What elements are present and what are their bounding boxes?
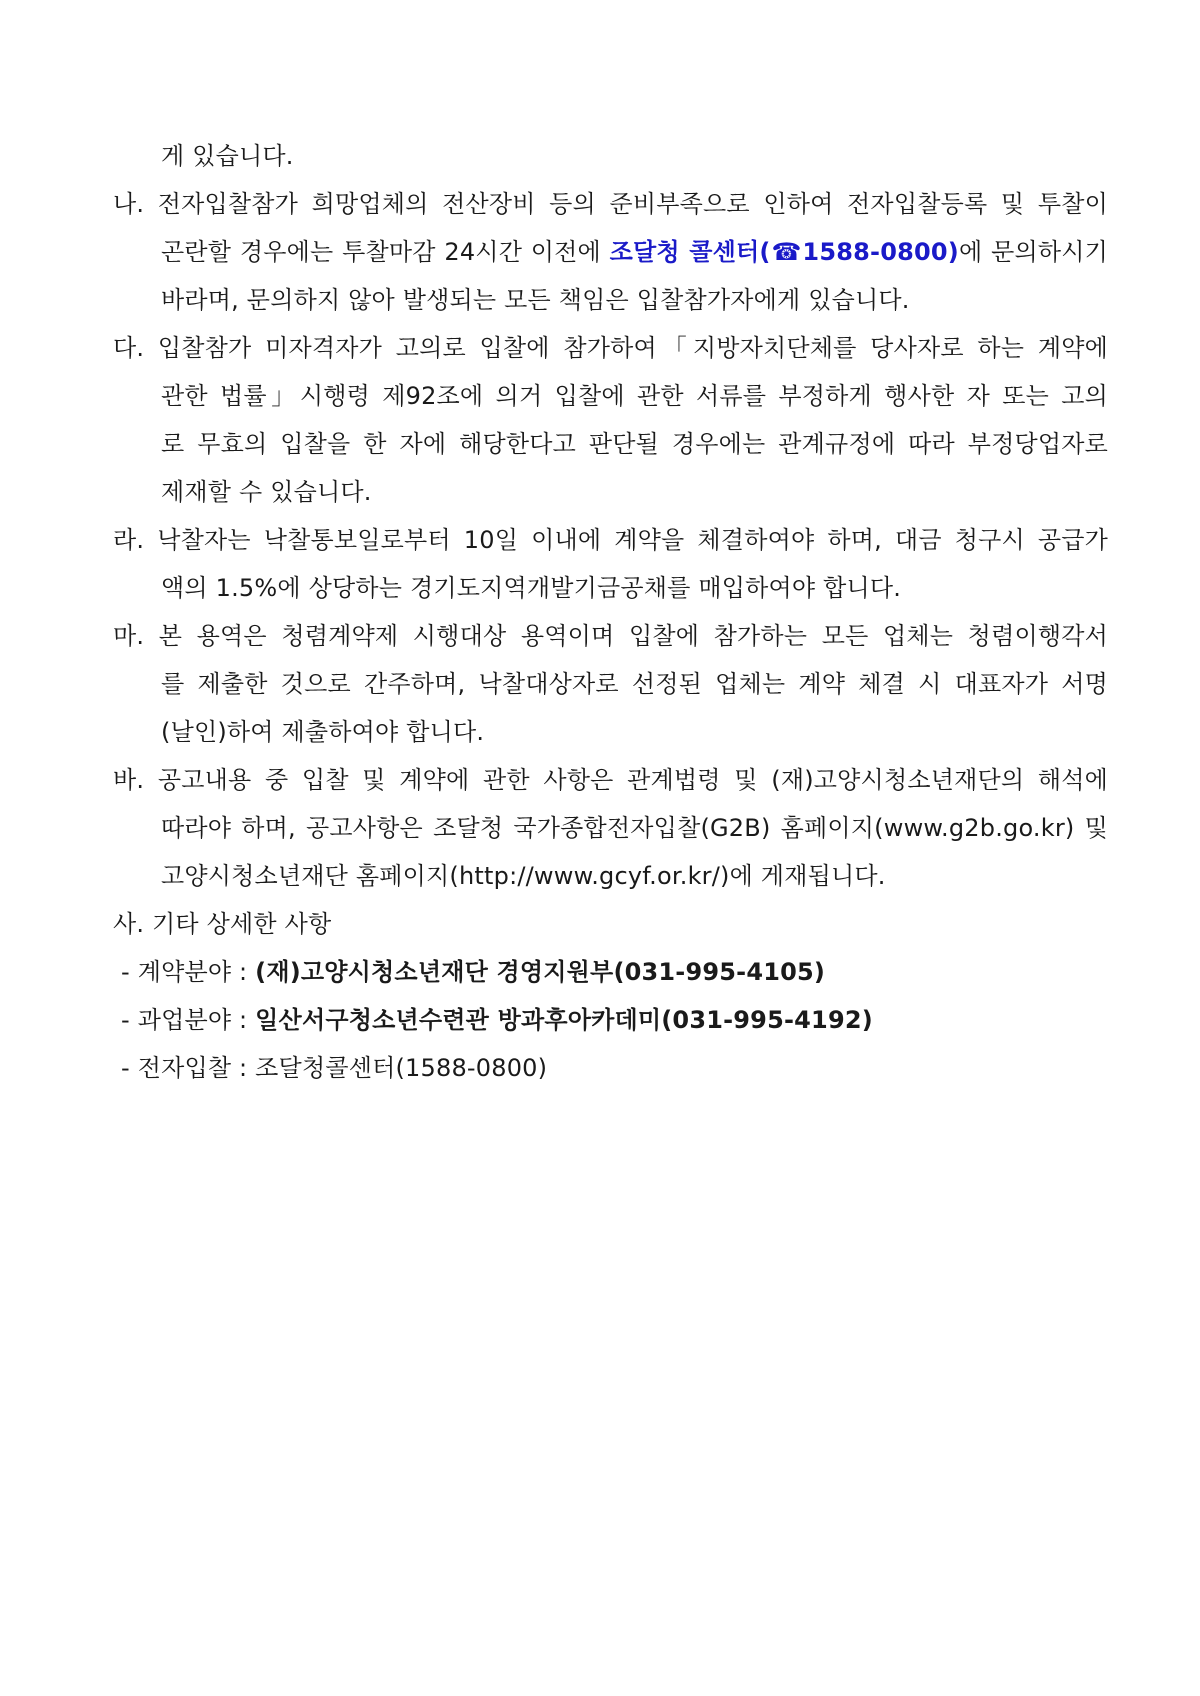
item-ma-line-2: 를 제출한 것으로 간주하며, 낙찰대상자로 선정된 업체는 계약 체결 시 대표자가 서명 bbox=[161, 670, 1108, 698]
contact-contract-value: (재)고양시청소년재단 경영지원부(031-995-4105) bbox=[255, 958, 826, 986]
item-na-line-2-post: 에 문의하시기 bbox=[958, 238, 1108, 266]
item-ba-line-2: 따라야 하며, 공고사항은 조달청 국가종합전자입찰(G2B) 홈페이지(www.g2b.go.kr) 및 bbox=[161, 814, 1108, 842]
bid-notice-body bbox=[113, 132, 1108, 1092]
item-da-line-1: 다. 입찰참가 미자격자가 고의로 입찰에 참가하여「지방자치단체를 당사자로 하는 계약에 bbox=[113, 334, 1108, 362]
item-ma-line-1: 마. 본 용역은 청렴계약제 시행대상 용역이며 입찰에 참가하는 모든 업체는 청렴이행각서 bbox=[113, 622, 1108, 650]
item-ra-line-1: 라. 낙찰자는 낙찰통보일로부터 10일 이내에 계약을 체결하여야 하며, 대금 청구시 공급가 bbox=[113, 526, 1108, 554]
item-ma-line-3: (날인)하여 제출하여야 합니다. bbox=[161, 718, 485, 746]
item-da-line-3: 로 무효의 입찰을 한 자에 해당한다고 판단될 경우에는 관계규정에 따라 부정당업자로 bbox=[161, 430, 1108, 458]
item-sa-line-1: 사. 기타 상세한 사항 bbox=[113, 910, 332, 938]
contact-contract-label: - 계약분야 : bbox=[121, 958, 256, 986]
item-ba-line-3: 고양시청소년재단 홈페이지(http://www.gcyf.or.kr/)에 게재됩니다. bbox=[161, 862, 886, 890]
contact-ebid-value: 조달청콜센터(1588-0800) bbox=[255, 1054, 548, 1082]
item-da-line-2: 관한 법률」시행령 제92조에 의거 입찰에 관한 서류를 부정하게 행사한 자 또는 고의 bbox=[161, 382, 1108, 410]
item-na-line-2-pre: 곤란할 경우에는 투찰마감 24시간 이전에 bbox=[161, 238, 610, 266]
item-ba-line-1: 바. 공고내용 중 입찰 및 계약에 관한 사항은 관계법령 및 (재)고양시청소년재단의 해석에 bbox=[113, 766, 1108, 794]
continuation-line: 게 있습니다. bbox=[161, 142, 294, 170]
contact-ebid-label: - 전자입찰 : bbox=[121, 1054, 256, 1082]
contact-task-label: - 과업분야 : bbox=[121, 1006, 256, 1034]
contact-ebid bbox=[113, 1044, 1108, 1092]
item-na-line-2 bbox=[113, 228, 1108, 276]
item-na-line-1: 나. 전자입찰참가 희망업체의 전산장비 등의 준비부족으로 인하여 전자입찰등록 및 투찰이 bbox=[113, 190, 1108, 218]
contact-task-value: 일산서구청소년수련관 방과후아카데미(031-995-4192) bbox=[255, 1006, 873, 1034]
contact-task bbox=[113, 996, 1108, 1044]
item-da-line-4: 제재할 수 있습니다. bbox=[161, 478, 372, 506]
contact-contract bbox=[113, 948, 1108, 996]
item-na-line-3: 바라며, 문의하지 않아 발생되는 모든 책임은 입찰참가자에게 있습니다. bbox=[161, 286, 910, 314]
call-center-highlight: 조달청 콜센터(☎1588-0800) bbox=[609, 238, 959, 266]
item-ra-line-2: 액의 1.5%에 상당하는 경기도지역개발기금공채를 매입하여야 합니다. bbox=[161, 574, 902, 602]
